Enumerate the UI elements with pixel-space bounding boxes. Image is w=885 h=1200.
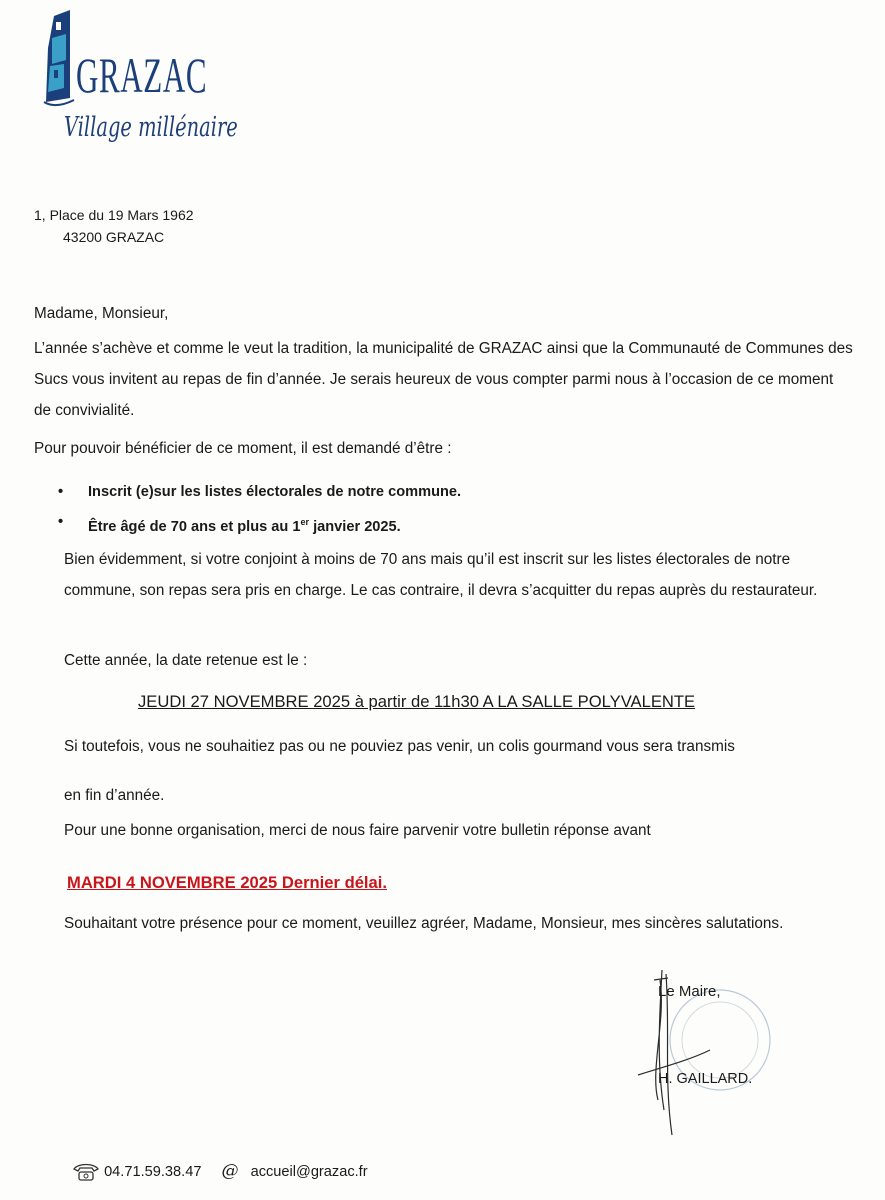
- paragraph-alternative: Si toutefois, vous ne souhaitiez pas ou ne pouviez pas venir, un colis gourmand vous sera transmis: [64, 738, 735, 755]
- paragraph-closing: Souhaitant votre présence pour ce moment, veuillez agréer, Madame, Monsieur, mes sincères salutations.: [64, 915, 784, 932]
- paragraph-intro: L’année s’achève et comme le veut la tradition, la municipalité de GRAZAC ainsi que la Communauté de Communes des Sucs vous invitent au repas de fin d’année. Je serais heureux de vous compter parmi nous à l’occasion de ce moment de convivialité.: [34, 340, 853, 419]
- salutation: Madame, Monsieur,: [34, 305, 169, 322]
- signatory-title: Le Maire,: [658, 983, 721, 1000]
- email-address: accueil@grazac.fr: [250, 1164, 368, 1180]
- address-line-2: 43200 GRAZAC: [63, 229, 165, 245]
- phone-number: 04.71.59.38.47: [104, 1164, 202, 1180]
- conditions-list: [58, 477, 461, 542]
- event-date: JEUDI 27 NOVEMBRE 2025 à partir de 11h30 A LA SALLE POLYVALENTE: [138, 692, 696, 711]
- logo-tagline: Village millénaire: [64, 112, 238, 143]
- paragraph-date-intro: Cette année, la date retenue est le :: [64, 652, 308, 669]
- paragraph-spouse: Bien évidemment, si votre conjoint à moins de 70 ans mais qu’il est inscrit sur les listes électorales de notre commune, son repas sera pris en charge. Le cas contraire, il devra s’acquitter du repas auprès du restaurateur.: [64, 551, 818, 599]
- deadline: MARDI 4 NOVEMBRE 2025 Dernier délai.: [67, 873, 387, 892]
- list-item-text: Être âgé de 70 ans et plus au 1: [88, 519, 301, 535]
- logo-name: GRAZAC: [76, 47, 208, 103]
- contact-footer: [72, 1158, 368, 1185]
- list-item: [58, 507, 461, 542]
- paragraph-alternative-end: en fin d’année.: [64, 787, 165, 804]
- signatory-name: H. GAILLARD.: [658, 1071, 753, 1087]
- telephone-icon: [72, 1162, 100, 1182]
- paragraph-conditions: Pour pouvoir bénéficier de ce moment, il est demandé d’être :: [34, 440, 452, 457]
- at-sign-icon: @: [221, 1161, 239, 1181]
- address-line-1: 1, Place du 19 Mars 1962: [34, 207, 194, 223]
- list-item: • Inscrit (e)sur les listes électorales de notre commune.: [58, 477, 461, 507]
- paragraph-response: Pour une bonne organisation, merci de nous faire parvenir votre bulletin réponse avant: [64, 822, 651, 839]
- ordinal-superscript: er: [300, 517, 310, 527]
- list-item-text-end: janvier 2025.: [309, 519, 401, 535]
- grazac-logo: [40, 8, 240, 158]
- address-block: [34, 204, 194, 248]
